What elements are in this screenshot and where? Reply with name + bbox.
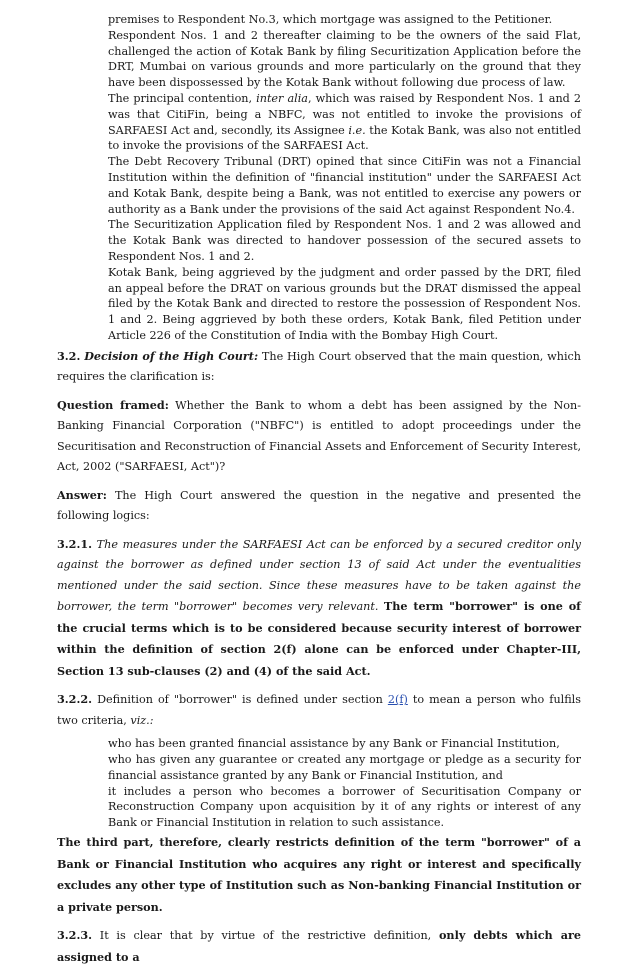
spacer [57, 388, 581, 395]
facts-paragraph: Respondent Nos. 1 and 2 thereafter claiming to be the owners of the said Flat, challenged the action of Kotak Bank by filing Securitization Application before the DRT, Mumbai on various grounds and more particularly on the ground that they have been dispossessed by the Kotak Bank without following due process of law. [108, 28, 581, 90]
contention-latin: inter alia [256, 91, 308, 105]
section-2f-link[interactable]: 2(f) [387, 693, 408, 707]
section-bold-text: only debts which are assigned to a [57, 928, 581, 964]
contention-after: the Kotak Bank, was also not entitled to invoke the provisions of the SARFAESI Act. [108, 123, 581, 153]
section-3-2-2 [57, 689, 581, 731]
drt-paragraph: Kotak Bank, being aggrieved by the judgment and order passed by the DRT, filed an appeal before the DRAT on various grounds but the DRAT dismissed the appeal filed by the Kotak Bank and directed to restore the possession of Respondent Nos. 1 and 2. Being aggrieved by both these orders, Kotak Bank, filed Petition under Article 226 of the Constitution of India with the Bombay High Court. [108, 265, 581, 342]
question-label: Question framed: [57, 397, 169, 412]
criteria-item: who has been granted financial assistance by any Bank or Financial Institution, [108, 737, 560, 751]
answer-text: The High Court answered the question in the negative and presented the following logics: [57, 488, 581, 523]
section-bold-text: The term "borrower" is one of the crucial terms which is to be considered because security interest of borrower within the definition of section 2(f) alone can be enforced under Chapter-III, Section 13 sub-clauses (2) and (4) of the said Act. [57, 599, 581, 678]
third-part-paragraph [57, 832, 581, 918]
section-number: 3.2.3. [57, 928, 93, 943]
contention-middle: , which was raised by Respondent Nos. 1 and 2 was that CitiFin, being a NBFC, was not entitled to invoke the provisions of SARFAESI Act and, secondly, its Assignee [108, 91, 582, 137]
section-3-2-3 [57, 925, 581, 968]
section-text: It is clear that by virtue of the restrictive definition, [99, 929, 432, 943]
spacer [57, 682, 581, 689]
section-italic-text: The measures under the SARFAESI Act can be enforced by a secured creditor only against the borrower as defined under section 13 of said Act under the eventualities mentioned under the said section. Since these measures have to be taken against the borrower, the term "borrower" becomes very relevant. [57, 537, 582, 614]
section-heading: Decision of the High Court: [84, 348, 259, 363]
criteria-item: it includes a person who becomes a borrower of Securitisation Company or Reconstruction Company upon acquisition by it of any rights or interest of any Bank or Financial Institution in relation to such assistance. [108, 784, 581, 830]
section-text: The High Court observed that the main question, which requires the clarification is: [57, 349, 581, 384]
spacer [57, 527, 581, 534]
section-number: 3.2.2. [57, 692, 93, 707]
facts-paragraph: premises to Respondent No.3, which mortgage was assigned to the Petitioner. [108, 13, 553, 26]
contention-ie: i.e. [348, 123, 366, 137]
criteria-item: who has given any guarantee or created any mortgage or pledge as a security for financial assistance granted by any Bank or Financial Institution, and [108, 753, 581, 782]
criteria-block [108, 736, 581, 831]
section-number: 3.2.1. [57, 536, 93, 551]
question-text: Whether the Bank to whom a debt has been assigned by the Non-Banking Financial Corporation ("NBFC") is entitled to adopt proceedings under the Securitisation and Reconstruction of Financial Assets and Enforcement of Security Interest, Act, 2002 ("SARFAESI, Act")? [57, 398, 581, 474]
spacer [57, 918, 581, 925]
answer [57, 485, 581, 527]
contention-before: The principal contention, [108, 91, 253, 105]
section-number: 3.2. [57, 348, 81, 363]
spacer [57, 478, 581, 485]
third-part-text: The third part, therefore, clearly restricts definition of the term "borrower" of a Bank or Financial Institution who acquires any right or interest and specifically excludes any other type of Institution such as Non-banking Financial Institution or a private person. [57, 835, 581, 914]
contention-paragraph [108, 91, 581, 154]
definition-text: Definition of "borrower" is defined under section [97, 693, 383, 707]
answer-label: Answer: [57, 487, 107, 502]
section-3-2-1 [57, 534, 581, 683]
drt-paragraph: The Debt Recovery Tribunal (DRT) opined that since CitiFin was not a Financial Institution within the definition of "financial institution" under the SARFAESI Act and Kotak Bank, despite being a Bank, was not entitled to exercise any powers or authority as a Bank under the provisions of the said Act against Respondent No.4. [108, 155, 581, 216]
drt-paragraph: The Securitization Application filed by Respondent Nos. 1 and 2 was allowed and the Kotak Bank was directed to handover possession of the secured assets to Respondent Nos. 1 and 2. [108, 218, 581, 263]
facts-block [108, 12, 581, 344]
section-3-2 [57, 346, 581, 388]
viz-label: viz.: [130, 713, 154, 727]
question-framed [57, 395, 581, 478]
definition-text-after: to mean a person who fulfils two criteria, [57, 693, 582, 727]
